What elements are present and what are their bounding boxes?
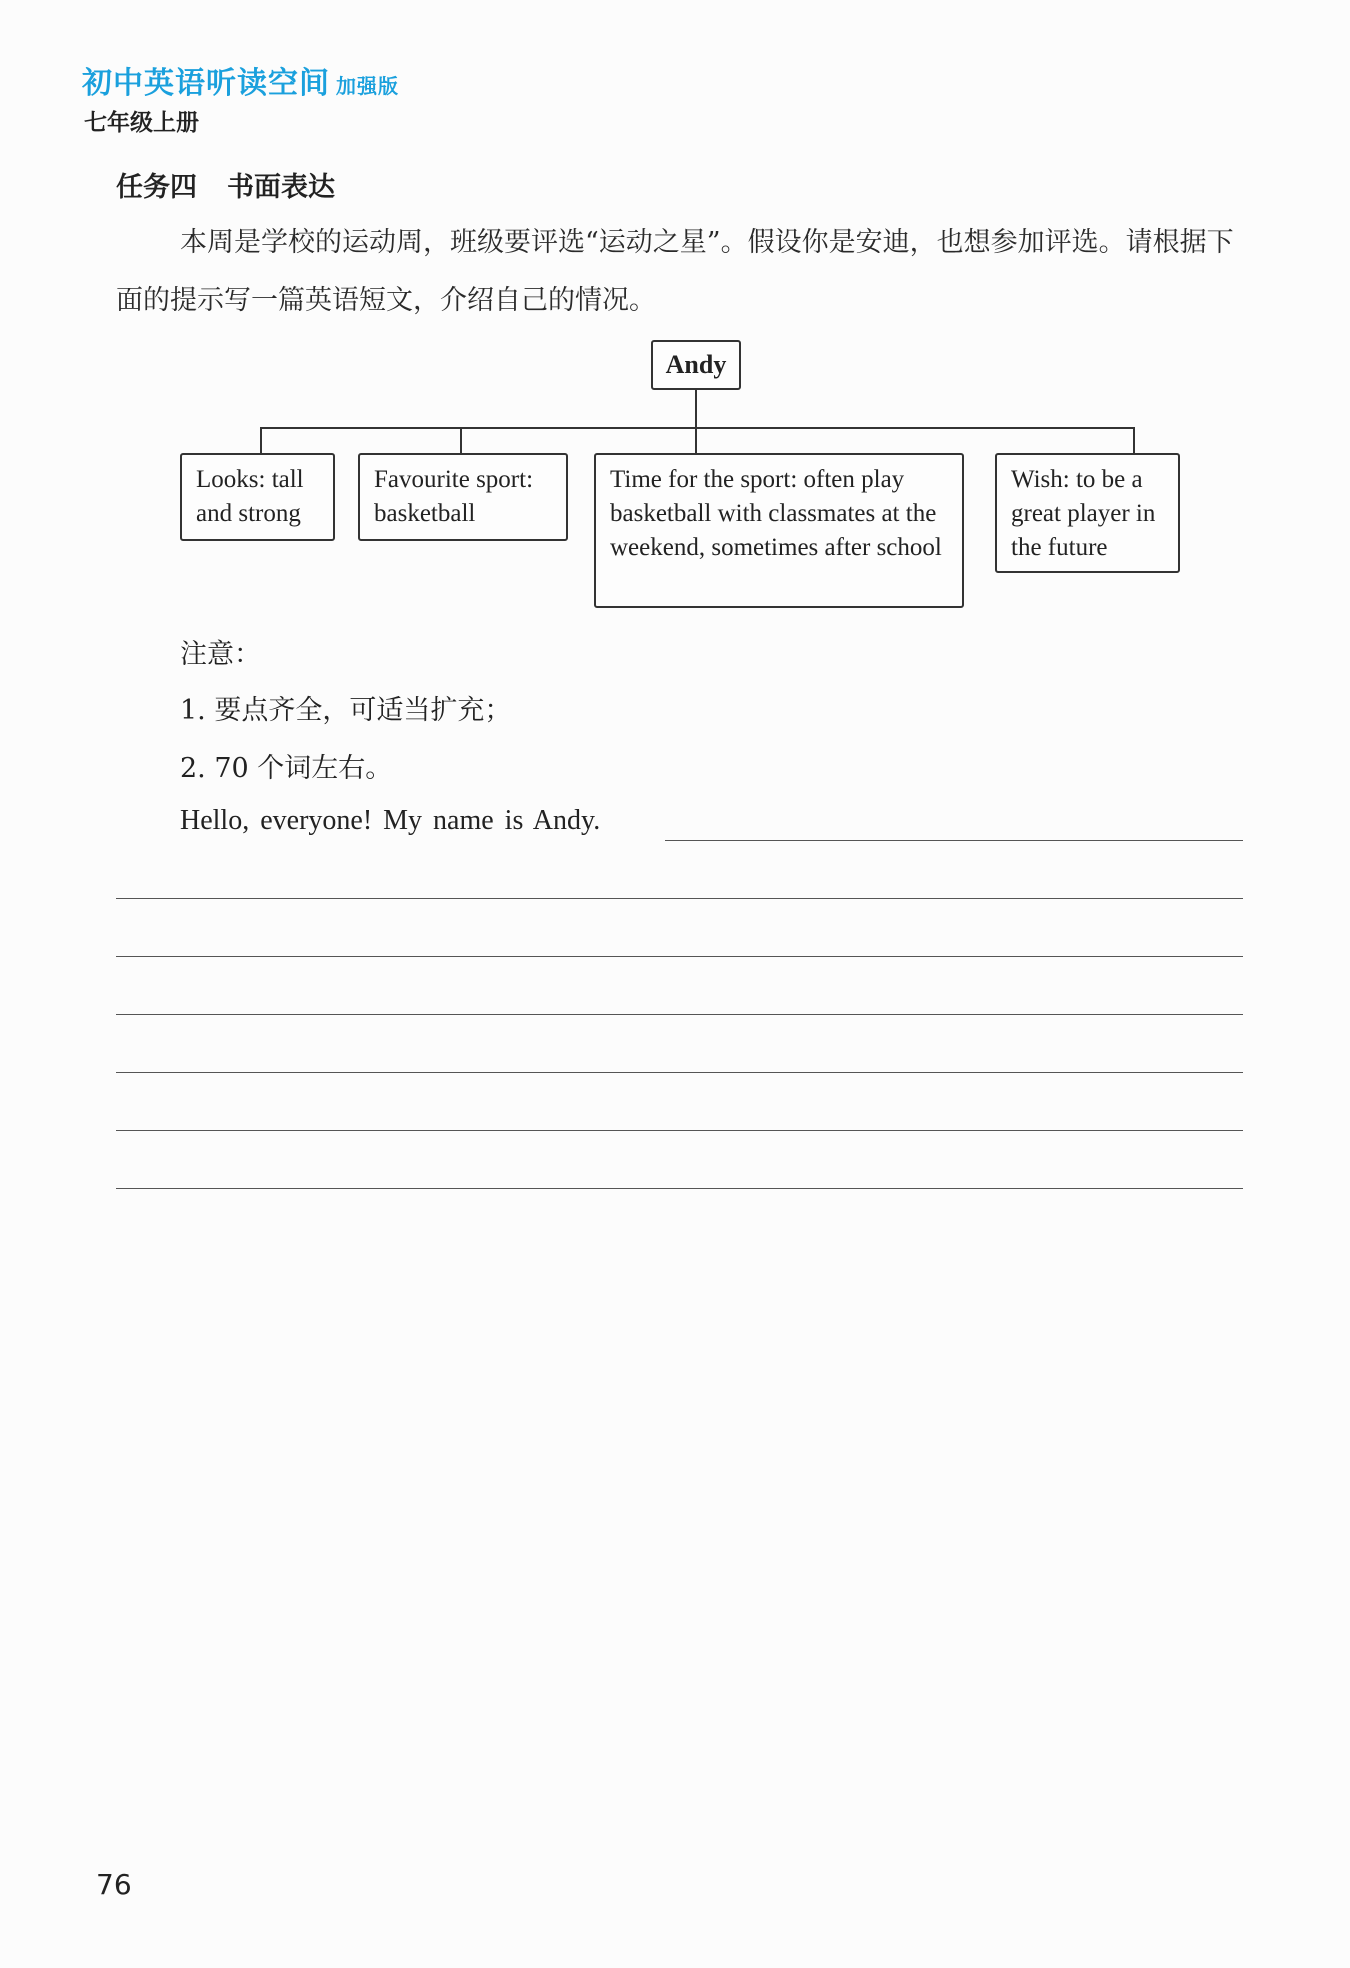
connector-horizontal [260, 427, 1135, 429]
writing-starter: Hello, everyone! My name is Andy. [180, 805, 601, 836]
notes-label: 注意： [180, 639, 261, 670]
edition-label: 加强版 [336, 74, 399, 98]
connector-branch-3 [695, 427, 697, 453]
task-title [116, 165, 335, 204]
diagram-node-time-for-sport: Time for the sport: often play basketball with classmates at the weekend, sometimes after school [594, 453, 964, 608]
diagram-node-wish: Wish: to be a great player in the future [995, 453, 1180, 573]
task-number: 任务四 [116, 172, 197, 203]
writing-line-6[interactable] [116, 1130, 1243, 1131]
connector-branch-4 [1133, 427, 1135, 453]
writing-line-5[interactable] [116, 1072, 1243, 1073]
task-name: 书面表达 [227, 172, 335, 203]
connector-root-stem [695, 390, 697, 428]
connector-branch-1 [260, 427, 262, 453]
diagram-root-node: Andy [651, 340, 741, 390]
writing-line-2[interactable] [116, 898, 1243, 899]
writing-line-7[interactable] [116, 1188, 1243, 1189]
page-number: 76 [96, 1868, 132, 1901]
connector-branch-2 [460, 427, 462, 453]
writing-line-1[interactable] [665, 840, 1243, 841]
writing-line-3[interactable] [116, 956, 1243, 957]
grade-label: 七年级上册 [84, 110, 199, 136]
task-instruction: 本周是学校的运动周，班级要评选“运动之星”。假设你是安迪，也想参加评选。请根据下面的提示写一篇英语短文，介绍自己的情况。 [116, 227, 1234, 316]
writing-line-4[interactable] [116, 1014, 1243, 1015]
note-item-2: 2. 70 个词左右。 [180, 753, 393, 784]
diagram-node-favourite-sport: Favourite sport: basketball [358, 453, 568, 541]
book-title-text: 初中英语听读空间 [82, 66, 330, 101]
book-title [82, 58, 399, 102]
diagram-node-looks: Looks: tall and strong [180, 453, 335, 541]
note-item-1: 1. 要点齐全，可适当扩充； [180, 695, 512, 726]
